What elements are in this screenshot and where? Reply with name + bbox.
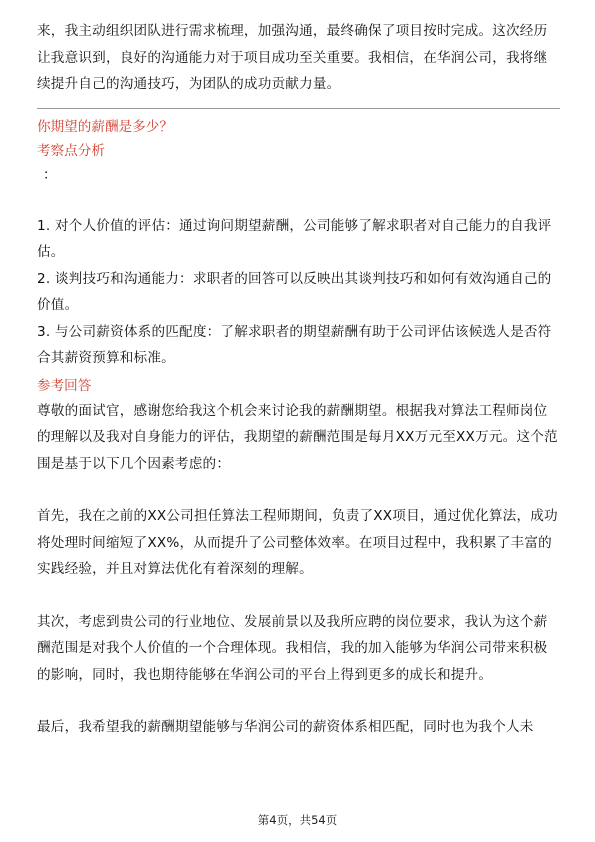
analysis-point-1: 1. 对个人价值的评估：通过询问期望薪酬，公司能够了解求职者对自己能力的自我评估。 — [37, 217, 552, 260]
answer-paragraph-4: 最后，我希望我的薪酬期望能够与华润公司的薪资体系相匹配，同时也为我个人未 — [37, 719, 534, 735]
analysis-heading: 考察点分析 — [37, 142, 105, 159]
answer-paragraph-2: 首先，我在之前的XX公司担任算法工程师期间，负责了XX项目，通过优化算法，成功将处理时间缩短了XX%，从而提升了公司整体效率。在项目过程中，我积累了丰富的实践经验，并且对算法优化有着深刻的理解。 — [37, 508, 558, 577]
answer-paragraph-3: 其次，考虑到贵公司的行业地位、发展前景以及我所应聘的岗位要求，我认为这个薪酬范围是对我个人价值的一个合理体现。我相信，我的加入能够为华润公司带来积极的影响，同时，我也期待能够在华润公司的平台上得到更多的成长和提升。 — [37, 613, 548, 683]
answer-paragraph-1: 尊敬的面试官，感谢您给我这个机会来讨论我的薪酬期望。根据我对算法工程师岗位的理解以及我对自身能力的评估，我期望的薪酬范围是每月XX万元至XX万元。这个范围是基于以下几个因素考虑的： — [37, 402, 558, 472]
answer-heading: 参考回答 — [37, 377, 92, 394]
question-title: 你期望的薪酬是多少？ — [37, 118, 173, 135]
blank-line — [37, 477, 560, 503]
page-footer: 第4页，共54页 — [257, 813, 338, 827]
analysis-lead: ： — [43, 166, 57, 183]
section-divider — [37, 108, 560, 109]
blank-line — [37, 187, 560, 213]
analysis-point-3: 3. 与公司薪资体系的匹配度：了解求职者的期望薪酬有助于公司评估该候选人是否符合其薪资预算和标准。 — [37, 323, 552, 366]
intro-paragraph: 来，我主动组织团队进行需求梳理，加强沟通，最终确保了项目按时完成。这次经历让我意识到，良好的沟通能力对于项目成功至关重要。我相信，在华润公司，我将继续提升自己的沟通技巧，为团队的成功贡献力量。 — [37, 23, 548, 92]
page-content — [37, 18, 560, 741]
analysis-point-2: 2. 谈判技巧和沟通能力：求职者的回答可以反映出其谈判技巧和如何有效沟通自己的价值。 — [37, 270, 552, 313]
blank-line — [37, 688, 560, 714]
blank-line — [37, 583, 560, 609]
